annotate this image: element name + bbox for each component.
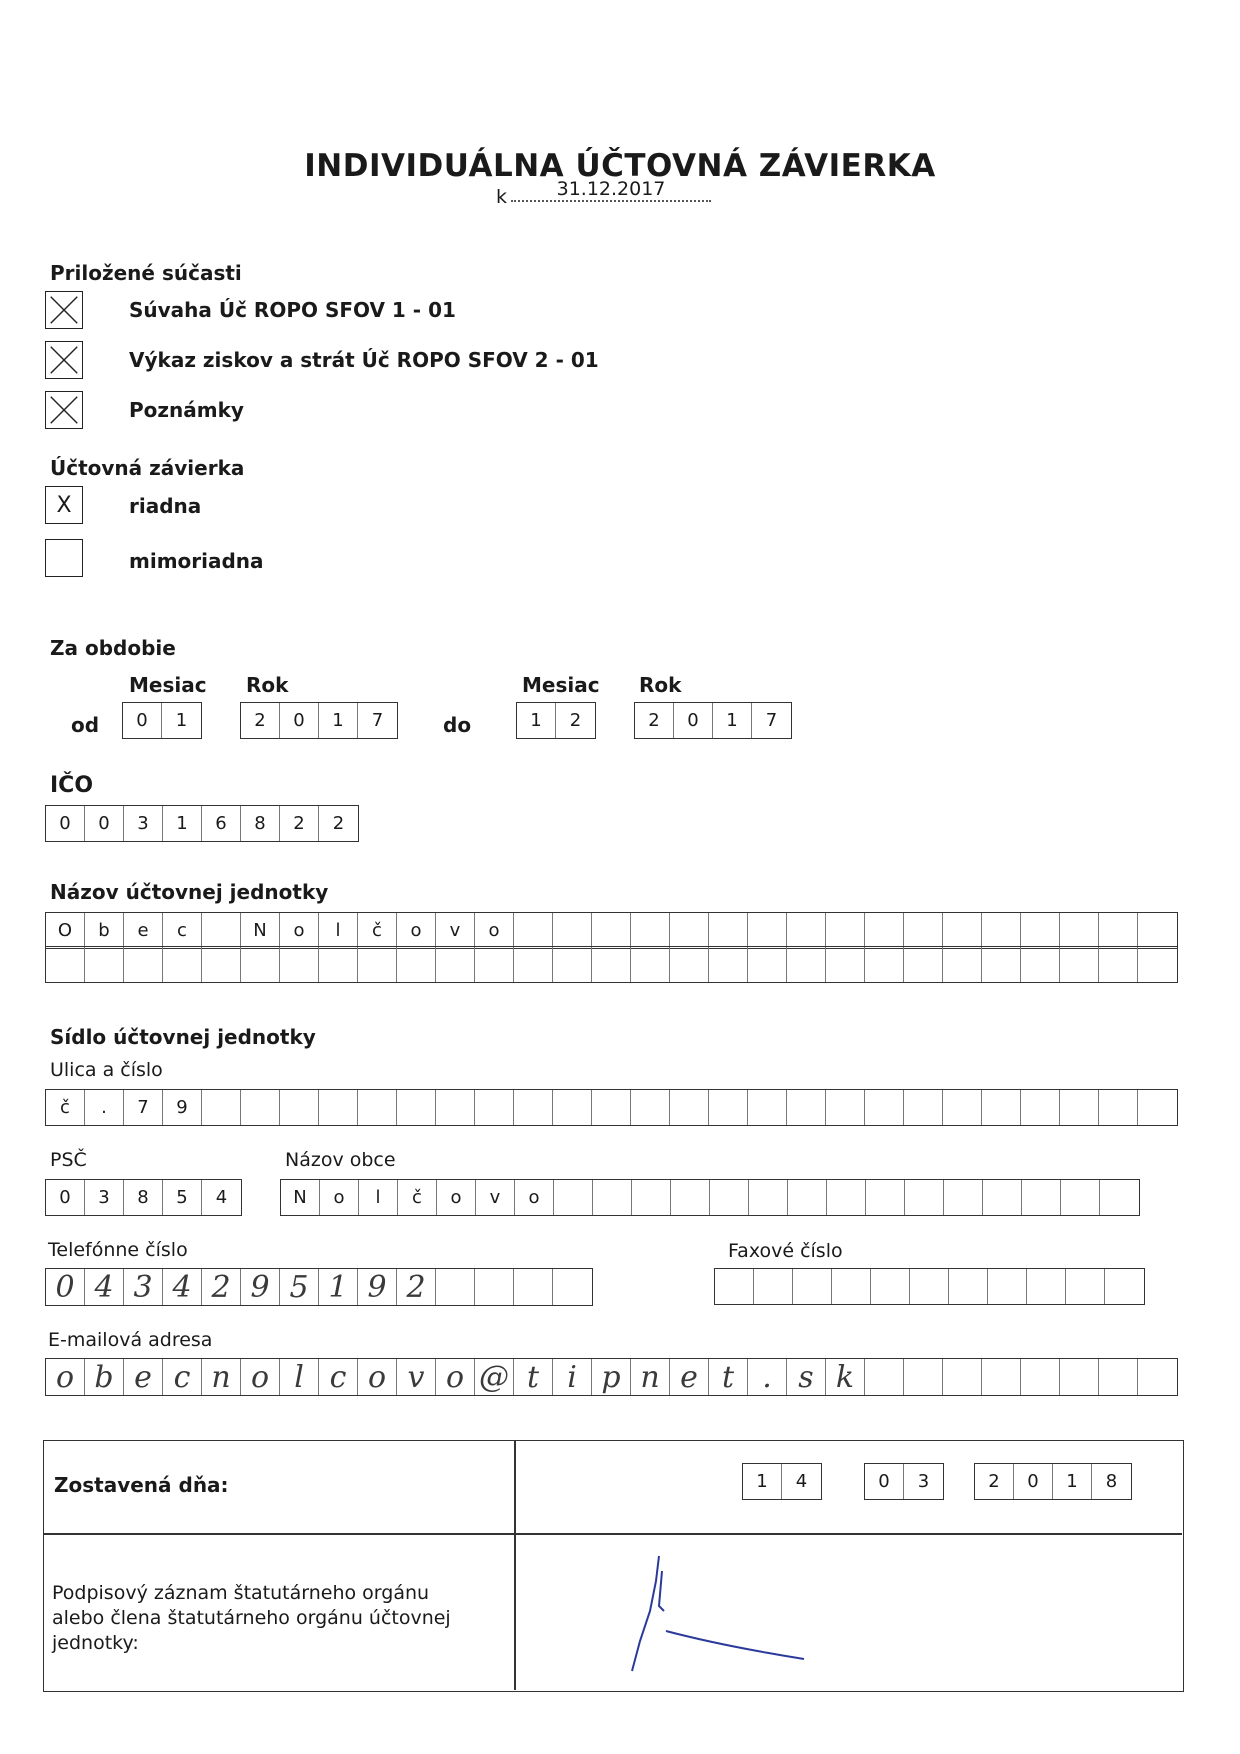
char-cell: o xyxy=(515,1180,554,1215)
char-cell xyxy=(715,1269,754,1304)
compiled-signature-table xyxy=(43,1440,1184,1692)
char-cell: t xyxy=(514,1359,553,1395)
statement-type-heading: Účtovná závierka xyxy=(50,456,245,480)
char-cell: 3 xyxy=(85,1180,124,1215)
char-cell xyxy=(1100,1180,1139,1215)
digit-cell: 1 xyxy=(319,703,358,738)
char-cell: 0 xyxy=(46,1269,85,1305)
char-cell: e xyxy=(124,913,163,948)
phone-field[interactable] xyxy=(45,1268,593,1306)
attachments-heading: Priložené súčasti xyxy=(50,261,242,285)
char-cell: l xyxy=(280,1359,319,1395)
signature-note: Podpisový záznam štatutárneho orgánu alebo člena štatutárneho orgánu účtovnej jednotky: xyxy=(52,1582,451,1654)
char-cell: 5 xyxy=(280,1269,319,1305)
char-cell xyxy=(631,1090,670,1125)
period-heading: Za obdobie xyxy=(50,636,176,660)
char-cell xyxy=(826,947,865,982)
digit-cell: 8 xyxy=(1105,1471,1118,1492)
char-cell xyxy=(1021,1090,1060,1125)
char-cell xyxy=(475,1269,514,1305)
digit-cell: 4 xyxy=(795,1471,808,1492)
char-cell xyxy=(905,1180,944,1215)
char-cell xyxy=(866,1180,905,1215)
char-cell: o xyxy=(320,1180,359,1215)
checkbox-balance-sheet[interactable] xyxy=(45,291,83,329)
char-cell xyxy=(593,1180,632,1215)
char-cell: . xyxy=(748,1359,787,1395)
char-cell xyxy=(670,1090,709,1125)
char-cell: e xyxy=(670,1359,709,1395)
digit-cell: 0 xyxy=(865,1464,904,1499)
char-cell xyxy=(982,1359,1021,1395)
char-cell xyxy=(787,913,826,948)
char-cell: b xyxy=(85,913,124,948)
char-cell: č xyxy=(358,913,397,948)
char-cell xyxy=(1022,1180,1061,1215)
digit-cell: 1 xyxy=(1053,1464,1092,1499)
char-cell xyxy=(592,1090,631,1125)
char-cell xyxy=(46,947,85,982)
char-cell: 9 xyxy=(163,1090,202,1125)
char-cell xyxy=(1060,1359,1099,1395)
char-cell xyxy=(748,947,787,982)
char-cell xyxy=(1021,1359,1060,1395)
char-cell xyxy=(827,1180,866,1215)
char-cell: 0 xyxy=(46,1180,85,1215)
char-cell xyxy=(397,1090,436,1125)
digit-cell: 1 xyxy=(175,710,188,731)
char-cell xyxy=(1138,1090,1177,1125)
digit-cell: 0 xyxy=(1014,1464,1053,1499)
char-cell xyxy=(436,1269,475,1305)
ico-label: IČO xyxy=(50,773,94,798)
char-cell xyxy=(1138,913,1177,948)
char-cell xyxy=(1099,1359,1138,1395)
from-year-field[interactable] xyxy=(240,702,398,739)
char-cell xyxy=(124,947,163,982)
street-field[interactable] xyxy=(45,1089,1178,1126)
char-cell xyxy=(319,947,358,982)
char-cell xyxy=(631,913,670,948)
char-cell: v xyxy=(397,1359,436,1395)
char-cell xyxy=(1099,947,1138,982)
char-cell xyxy=(280,947,319,982)
char-cell xyxy=(241,947,280,982)
char-cell: 6 xyxy=(202,806,241,841)
compiled-year-field[interactable] xyxy=(974,1463,1132,1500)
char-cell: l xyxy=(359,1180,398,1215)
char-cell xyxy=(592,947,631,982)
char-cell xyxy=(1138,947,1177,982)
compiled-day-field[interactable] xyxy=(742,1463,822,1500)
char-cell xyxy=(904,913,943,948)
char-cell: p xyxy=(592,1359,631,1395)
char-cell xyxy=(865,1090,904,1125)
char-cell: 0 xyxy=(85,806,124,841)
closing-date xyxy=(496,178,711,210)
char-cell xyxy=(514,947,553,982)
char-cell xyxy=(1060,913,1099,948)
char-cell xyxy=(709,947,748,982)
char-cell xyxy=(319,1090,358,1125)
char-cell: v xyxy=(436,913,475,948)
char-cell xyxy=(749,1180,788,1215)
char-cell xyxy=(514,913,553,948)
from-label: od xyxy=(71,713,100,737)
char-cell xyxy=(943,913,982,948)
char-cell: o xyxy=(475,913,514,948)
x-mark-icon xyxy=(46,292,82,328)
char-cell xyxy=(832,1269,871,1304)
to-label: do xyxy=(443,713,472,737)
char-cell xyxy=(475,1090,514,1125)
char-cell xyxy=(202,947,241,982)
char-cell xyxy=(748,1090,787,1125)
char-cell: i xyxy=(553,1359,592,1395)
char-cell xyxy=(553,1269,592,1305)
char-cell xyxy=(358,1090,397,1125)
char-cell: c xyxy=(319,1359,358,1395)
char-cell xyxy=(163,947,202,982)
street-label: Ulica a číslo xyxy=(50,1059,163,1081)
char-cell xyxy=(904,947,943,982)
char-cell xyxy=(983,1180,1022,1215)
char-cell: 2 xyxy=(202,1269,241,1305)
char-cell: l xyxy=(319,913,358,948)
char-cell: o xyxy=(241,1359,280,1395)
char-cell xyxy=(1060,1090,1099,1125)
char-cell xyxy=(826,913,865,948)
char-cell xyxy=(671,1180,710,1215)
char-cell xyxy=(436,947,475,982)
checkbox-income-statement[interactable] xyxy=(45,341,83,379)
char-cell: o xyxy=(280,913,319,948)
char-cell: o xyxy=(437,1180,476,1215)
date-value[interactable]: 31.12.2017 xyxy=(511,178,711,202)
to-year-field[interactable] xyxy=(634,702,792,739)
fax-label: Faxové číslo xyxy=(728,1240,843,1262)
entity-name-row-2[interactable] xyxy=(45,946,1178,983)
char-cell xyxy=(1138,1359,1177,1395)
entity-name-heading: Názov účtovnej jednotky xyxy=(50,880,329,904)
char-cell xyxy=(1027,1269,1066,1304)
char-cell: . xyxy=(85,1090,124,1125)
char-cell: o xyxy=(397,913,436,948)
char-cell: c xyxy=(163,913,202,948)
char-cell xyxy=(982,947,1021,982)
char-cell xyxy=(1066,1269,1105,1304)
char-cell xyxy=(709,913,748,948)
char-cell: t xyxy=(709,1359,748,1395)
char-cell xyxy=(710,1180,749,1215)
char-cell xyxy=(670,913,709,948)
char-cell xyxy=(787,947,826,982)
digit-cell: 2 xyxy=(975,1464,1014,1499)
char-cell: 4 xyxy=(215,1187,228,1208)
char-cell xyxy=(280,1090,319,1125)
char-cell xyxy=(709,1090,748,1125)
char-cell xyxy=(592,913,631,948)
psc-field[interactable] xyxy=(45,1179,242,1216)
email-label: E-mailová adresa xyxy=(48,1329,213,1351)
entity-name-row-1[interactable] xyxy=(45,912,1178,949)
char-cell xyxy=(553,947,592,982)
char-cell: k xyxy=(826,1359,865,1395)
char-cell xyxy=(554,1180,593,1215)
checkbox-regular[interactable]: X xyxy=(45,486,83,524)
char-cell xyxy=(514,1090,553,1125)
char-cell: o xyxy=(46,1359,85,1395)
checkbox-extraordinary[interactable] xyxy=(45,539,83,577)
char-cell: b xyxy=(85,1359,124,1395)
char-cell xyxy=(1099,913,1138,948)
char-cell: @ xyxy=(475,1359,514,1395)
digit-cell: 1 xyxy=(743,1464,782,1499)
char-cell xyxy=(1060,947,1099,982)
char-cell xyxy=(904,1090,943,1125)
city-field[interactable] xyxy=(280,1179,1140,1216)
digit-cell: 1 xyxy=(517,703,556,738)
table-divider xyxy=(514,1441,516,1690)
char-cell xyxy=(982,913,1021,948)
char-cell: 8 xyxy=(241,806,280,841)
char-cell: 9 xyxy=(358,1269,397,1305)
char-cell xyxy=(670,947,709,982)
char-cell xyxy=(754,1269,793,1304)
option-label-extraordinary: mimoriadna xyxy=(129,549,264,573)
char-cell xyxy=(631,947,670,982)
char-cell xyxy=(202,1090,241,1125)
to-month-label: Mesiac xyxy=(522,673,600,697)
digit-cell: 7 xyxy=(765,710,778,731)
char-cell xyxy=(397,947,436,982)
x-mark-icon xyxy=(46,342,82,378)
char-cell: 1 xyxy=(163,806,202,841)
char-cell: o xyxy=(436,1359,475,1395)
char-cell xyxy=(787,1090,826,1125)
char-cell xyxy=(944,1180,983,1215)
digit-cell: 0 xyxy=(280,703,319,738)
char-cell xyxy=(202,913,241,948)
to-year-label: Rok xyxy=(639,673,682,697)
x-mark-icon xyxy=(46,392,82,428)
char-cell xyxy=(865,913,904,948)
from-month-label: Mesiac xyxy=(129,673,207,697)
char-cell xyxy=(358,947,397,982)
compiled-month-field[interactable] xyxy=(864,1463,944,1500)
date-prefix: k xyxy=(496,186,508,208)
char-cell xyxy=(788,1180,827,1215)
attachment-label-notes: Poznámky xyxy=(129,398,244,422)
compiled-label: Zostavená dňa: xyxy=(54,1473,229,1497)
email-field[interactable] xyxy=(45,1358,1178,1396)
char-cell xyxy=(553,913,592,948)
phone-label: Telefónne číslo xyxy=(48,1239,188,1261)
char-cell: 1 xyxy=(319,1269,358,1305)
char-cell xyxy=(632,1180,671,1215)
char-cell: 3 xyxy=(124,1269,163,1305)
char-cell: 5 xyxy=(163,1180,202,1215)
char-cell: N xyxy=(241,913,280,948)
char-cell: e xyxy=(124,1359,163,1395)
digit-cell: 2 xyxy=(569,710,582,731)
char-cell: 4 xyxy=(85,1269,124,1305)
digit-cell: 3 xyxy=(917,1471,930,1492)
char-cell xyxy=(1099,1090,1138,1125)
char-cell xyxy=(910,1269,949,1304)
page-title: INDIVIDUÁLNA ÚČTOVNÁ ZÁVIERKA xyxy=(304,148,936,184)
from-year-label: Rok xyxy=(246,673,289,697)
digit-cell: 2 xyxy=(241,703,280,738)
char-cell xyxy=(553,1090,592,1125)
char-cell: s xyxy=(787,1359,826,1395)
char-cell xyxy=(943,947,982,982)
char-cell xyxy=(514,1269,553,1305)
char-cell: 3 xyxy=(124,806,163,841)
char-cell: 8 xyxy=(124,1180,163,1215)
char-cell xyxy=(748,913,787,948)
char-cell: 7 xyxy=(124,1090,163,1125)
char-cell xyxy=(943,1359,982,1395)
char-cell: n xyxy=(631,1359,670,1395)
char-cell xyxy=(241,1090,280,1125)
char-cell: 0 xyxy=(46,806,85,841)
option-label-regular: riadna xyxy=(129,494,202,518)
from-month-field[interactable] xyxy=(122,702,202,739)
char-cell xyxy=(865,1359,904,1395)
digit-cell: 2 xyxy=(635,703,674,738)
table-divider xyxy=(44,1533,1182,1535)
char-cell: O xyxy=(46,913,85,948)
char-cell xyxy=(85,947,124,982)
char-cell xyxy=(871,1269,910,1304)
char-cell: n xyxy=(202,1359,241,1395)
digit-cell: 0 xyxy=(123,703,162,738)
char-cell xyxy=(475,947,514,982)
char-cell xyxy=(1021,913,1060,948)
char-cell: č xyxy=(398,1180,437,1215)
city-label: Názov obce xyxy=(285,1149,396,1171)
attachment-label-income-statement: Výkaz ziskov a strát Úč ROPO SFOV 2 - 01 xyxy=(129,348,599,372)
char-cell xyxy=(436,1090,475,1125)
psc-label: PSČ xyxy=(50,1149,87,1171)
to-month-field[interactable] xyxy=(516,702,596,739)
char-cell: N xyxy=(281,1180,320,1215)
char-cell: c xyxy=(163,1359,202,1395)
char-cell xyxy=(904,1359,943,1395)
char-cell xyxy=(1105,1269,1144,1304)
char-cell xyxy=(826,1090,865,1125)
char-cell: o xyxy=(358,1359,397,1395)
fax-field[interactable] xyxy=(714,1268,1145,1305)
digit-cell: 1 xyxy=(713,703,752,738)
digit-cell: 0 xyxy=(674,703,713,738)
char-cell xyxy=(949,1269,988,1304)
char-cell: 2 xyxy=(280,806,319,841)
char-cell xyxy=(943,1090,982,1125)
char-cell xyxy=(1061,1180,1100,1215)
char-cell: v xyxy=(476,1180,515,1215)
signature-image xyxy=(604,1551,864,1681)
digit-cell: 7 xyxy=(371,710,384,731)
char-cell: 9 xyxy=(241,1269,280,1305)
char-cell: č xyxy=(46,1090,85,1125)
attachment-label-balance-sheet: Súvaha Úč ROPO SFOV 1 - 01 xyxy=(129,298,456,322)
char-cell xyxy=(1021,947,1060,982)
char-cell xyxy=(865,947,904,982)
char-cell: 2 xyxy=(397,1269,436,1305)
char-cell xyxy=(793,1269,832,1304)
char-cell xyxy=(988,1269,1027,1304)
char-cell: 2 xyxy=(332,813,345,834)
checkbox-notes[interactable] xyxy=(45,391,83,429)
char-cell: 4 xyxy=(163,1269,202,1305)
char-cell xyxy=(982,1090,1021,1125)
ico-field[interactable] xyxy=(45,805,359,842)
address-heading: Sídlo účtovnej jednotky xyxy=(50,1025,316,1049)
